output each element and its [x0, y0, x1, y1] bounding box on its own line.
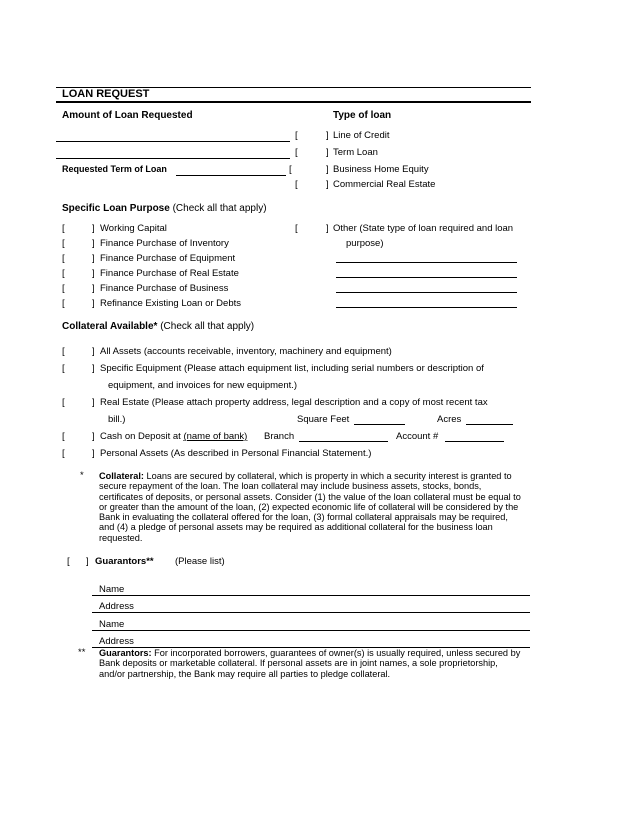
checkbox-open: [: [62, 448, 65, 459]
amount-line-1[interactable]: [56, 141, 290, 142]
checkbox-close: ]: [326, 223, 329, 234]
checkbox-close: ]: [92, 298, 95, 309]
checkbox-close: ]: [92, 253, 95, 264]
checkbox-close: ]: [92, 223, 95, 234]
checkbox-open: [: [62, 268, 65, 279]
form-title: LOAN REQUEST: [62, 88, 150, 100]
purpose-label: Finance Purchase of Equipment: [100, 253, 236, 264]
checkbox-open: [: [62, 346, 65, 357]
footnote-text: Loans are secured by collateral, which is property in which a security interest is granted to secure repayment of the loan. The loan collateral may include business assets, stocks, bonds, certificates of deposits, or personal assets. Consider (1) the value of the loan collateral must be equal to or greater than the amount of the loan, (2) expected economic life of collateral will be considered by the Bank in evaluating the collateral offered for the loan, (3) formal collateral appraisals may be required, and (4) a pledge of personal assets may be required as additional collateral for the business loan requested.: [99, 471, 521, 543]
other-purpose-line-c[interactable]: [336, 292, 517, 293]
checkbox-close: ]: [92, 283, 95, 294]
purpose-label: Working Capital: [100, 223, 167, 234]
guarantors-label: Guarantors**: [95, 556, 154, 567]
footnote-marker-2: **: [78, 647, 86, 658]
collateral-label: [100, 431, 247, 442]
title-bottom-rule: [56, 101, 531, 103]
checkbox-open: [: [62, 431, 65, 442]
footnote-label-2: Guarantors:: [99, 648, 152, 658]
footnote-text-2: For incorporated borrowers, guarantees of owner(s) is usually required, unless secured by Bank deposits or marketable collateral. If personal assets are in joint names, a sole proprietorship, and/or partnership, the Bank may require all parties to pledge collateral.: [99, 648, 521, 679]
guarantor-name-label-2: Name: [99, 619, 125, 630]
checkbox-close: ]: [92, 346, 95, 357]
guarantor-name-field-2[interactable]: [92, 630, 530, 631]
other-purpose-line-b[interactable]: [336, 277, 517, 278]
checkbox-open: [: [295, 130, 298, 141]
guarantors-note: (Please list): [175, 556, 225, 567]
checkbox-close: ]: [326, 147, 329, 158]
amount-label: Amount of Loan Requested: [62, 110, 193, 121]
cash-bank: (name of bank): [183, 431, 248, 442]
collateral-note: (Check all that apply): [160, 321, 255, 332]
term-label: Requested Term of Loan: [62, 164, 167, 174]
loan-type-label: Line of Credit: [333, 130, 390, 141]
checkbox-open: [: [62, 363, 65, 374]
guarantor-name-field[interactable]: [92, 595, 530, 596]
purpose-label: Refinance Existing Loan or Debts: [100, 298, 241, 309]
checkbox-close: ]: [86, 556, 89, 567]
guarantor-footnote: [99, 648, 523, 679]
other-purpose-line1: Other (State type of loan required and loan: [333, 223, 514, 234]
branch-label: Branch: [264, 431, 295, 442]
checkbox-close: ]: [326, 164, 329, 175]
checkbox-open: [: [295, 179, 298, 190]
checkbox-close: ]: [92, 431, 95, 442]
checkbox-open: [: [62, 238, 65, 249]
checkbox-close: ]: [92, 268, 95, 279]
checkbox-close: ]: [92, 238, 95, 249]
other-purpose-line-d[interactable]: [336, 307, 517, 308]
collateral-label: All Assets (accounts receivable, inventory, machinery and equipment): [100, 346, 392, 357]
purpose-label: Finance Purchase of Inventory: [100, 238, 229, 249]
purpose-heading-row: [62, 203, 267, 214]
purpose-label: Finance Purchase of Real Estate: [100, 268, 239, 279]
branch-field[interactable]: [299, 441, 388, 442]
guarantor-address-label-2: Address: [99, 636, 134, 647]
account-label: Account #: [396, 431, 439, 442]
checkbox-open: [: [295, 223, 298, 234]
square-feet-label: Square Feet: [297, 414, 350, 425]
checkbox-open: [: [62, 223, 65, 234]
cash-prefix: Cash on Deposit at: [100, 431, 181, 442]
checkbox-close: ]: [92, 397, 95, 408]
acres-field[interactable]: [466, 424, 513, 425]
other-purpose-line-a[interactable]: [336, 262, 517, 263]
checkbox-open: [: [62, 397, 65, 408]
type-label: Type of loan: [333, 110, 392, 121]
footnote-label: Collateral:: [99, 471, 144, 481]
footnote-marker: *: [80, 470, 84, 481]
checkbox-open: [: [67, 556, 70, 567]
collateral-label-cont: bill.): [108, 414, 126, 425]
checkbox-open: [: [295, 147, 298, 158]
checkbox-open: [: [62, 298, 65, 309]
guarantor-address-field[interactable]: [92, 612, 530, 613]
collateral-label: Real Estate (Please attach property address, legal description and a copy of most recent tax: [100, 397, 488, 408]
acres-label: Acres: [437, 414, 462, 425]
other-purpose-line2: purpose): [346, 238, 384, 249]
guarantor-address-label: Address: [99, 601, 134, 612]
checkbox-close: ]: [92, 363, 95, 374]
checkbox-close: ]: [92, 448, 95, 459]
term-field[interactable]: [176, 175, 286, 176]
loan-type-label: Commercial Real Estate: [333, 179, 436, 190]
checkbox-open: [: [289, 164, 292, 175]
collateral-label: Specific Equipment (Please attach equipment list, including serial numbers or description of: [100, 363, 484, 374]
account-field[interactable]: [445, 441, 504, 442]
checkbox-open: [: [62, 283, 65, 294]
checkbox-close: ]: [326, 179, 329, 190]
purpose-note: (Check all that apply): [172, 203, 267, 214]
square-feet-field[interactable]: [354, 424, 405, 425]
checkbox-close: ]: [326, 130, 329, 141]
collateral-heading-row: [62, 321, 254, 332]
collateral-heading: Collateral Available*: [62, 321, 158, 332]
loan-type-label: Business Home Equity: [333, 164, 429, 175]
collateral-label-cont: equipment, and invoices for new equipment.): [108, 380, 298, 391]
amount-line-2[interactable]: [56, 158, 290, 159]
purpose-heading: Specific Loan Purpose: [62, 203, 170, 214]
purpose-label: Finance Purchase of Business: [100, 283, 229, 294]
checkbox-open: [: [62, 253, 65, 264]
guarantor-name-label: Name: [99, 584, 125, 595]
collateral-label: Personal Assets (As described in Personal Financial Statement.): [100, 448, 372, 459]
loan-type-label: Term Loan: [333, 147, 378, 158]
collateral-footnote: [99, 471, 523, 543]
